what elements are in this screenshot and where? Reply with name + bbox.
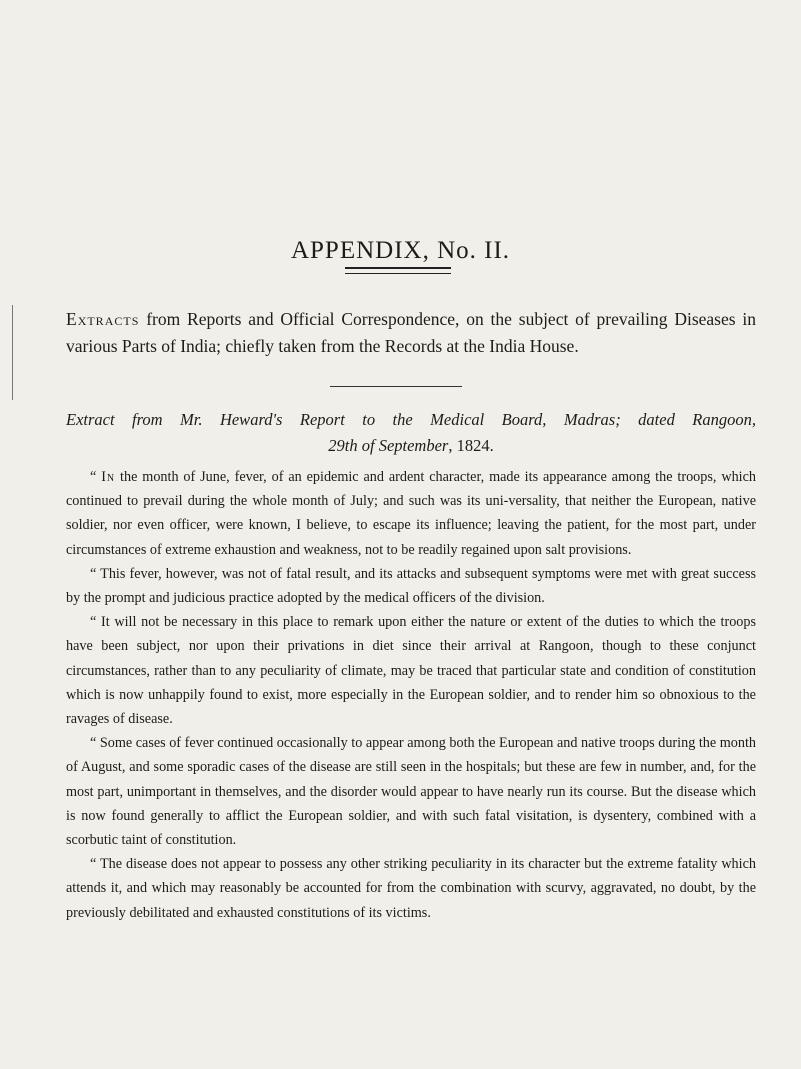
margin-rule bbox=[12, 305, 13, 400]
date-year: , 1824. bbox=[448, 436, 494, 455]
p1-text: the month of June, fever, of an epidemic and ardent character, made its appearance among the troops, which continued to prevail during the whole month of July; and such was its uni-versality, that neither the European, native soldier, nor even officer, were known, I believe, to escape its influence; leaving the patient, for the most part, under circumstances of extreme exhaustion and weakness, not to be readily regained upon salt provisions. bbox=[66, 469, 756, 558]
date-of: of bbox=[357, 436, 379, 455]
paragraph-3: “ It will not be necessary in this place to remark upon either the nature or extent of the duties to which the troops have been subject, nor upon their privations in diet since their arrival at Rangoon, though to these conjunct circumstances, rather than to any peculiarity of climate, may be traced that particular state and condition of constitution which is now unhappily found to exist, more especially in the European soldier, and to render him so obnoxious to the ravages of disease. bbox=[66, 614, 756, 728]
paragraph-4: “ Some cases of fever continued occasionally to appear among both the European and native troops during the month of August, and some sporadic cases of the disease are still seen in the hospitals; but these are few in number, and, for the most part, unimportant in themselves, and the disorder would appear to have nearly run its course. But the disease which is now found generally to afflict the European soldier, and with such fatal visitation, is dysentery, combined with a scorbutic taint of constitution. bbox=[66, 735, 756, 849]
p1-lead: In bbox=[101, 469, 116, 485]
title-divider bbox=[345, 267, 451, 274]
section-divider bbox=[330, 386, 462, 387]
extract-title bbox=[66, 407, 756, 459]
heading-lead: Extracts bbox=[66, 309, 140, 329]
date-month: September bbox=[378, 436, 449, 455]
page-title: APPENDIX, No. II. bbox=[290, 237, 511, 264]
extract-title-line1: Extract from Mr. Heward's Report to the Medical Board, Madras; dated Rangoon, bbox=[66, 410, 756, 429]
heading-text: from Reports and Official Correspondence, on the subject of prevailing Diseases in various Parts of India; chiefly taken from the Records at the India House. bbox=[66, 309, 756, 356]
extract-title-date bbox=[66, 433, 756, 459]
section-heading bbox=[66, 306, 756, 360]
paragraph-5: “ The disease does not appear to possess any other striking peculiarity in its character but the extreme fatality which attends it, and which may reasonably be accounted for from the combination with scurvy, aggravated, no doubt, by the previously debilitated and exhausted constitutions of its victims. bbox=[66, 856, 756, 921]
date-day: 29th bbox=[328, 436, 358, 455]
paragraph-2: “ This fever, however, was not of fatal result, and its attacks and subsequent symptoms were met with great success by the prompt and judicious practice adopted by the medical officers of the division. bbox=[66, 565, 756, 607]
paragraph-1 bbox=[66, 465, 756, 562]
p1-open-quote: “ bbox=[90, 469, 102, 485]
body-text bbox=[66, 465, 756, 925]
